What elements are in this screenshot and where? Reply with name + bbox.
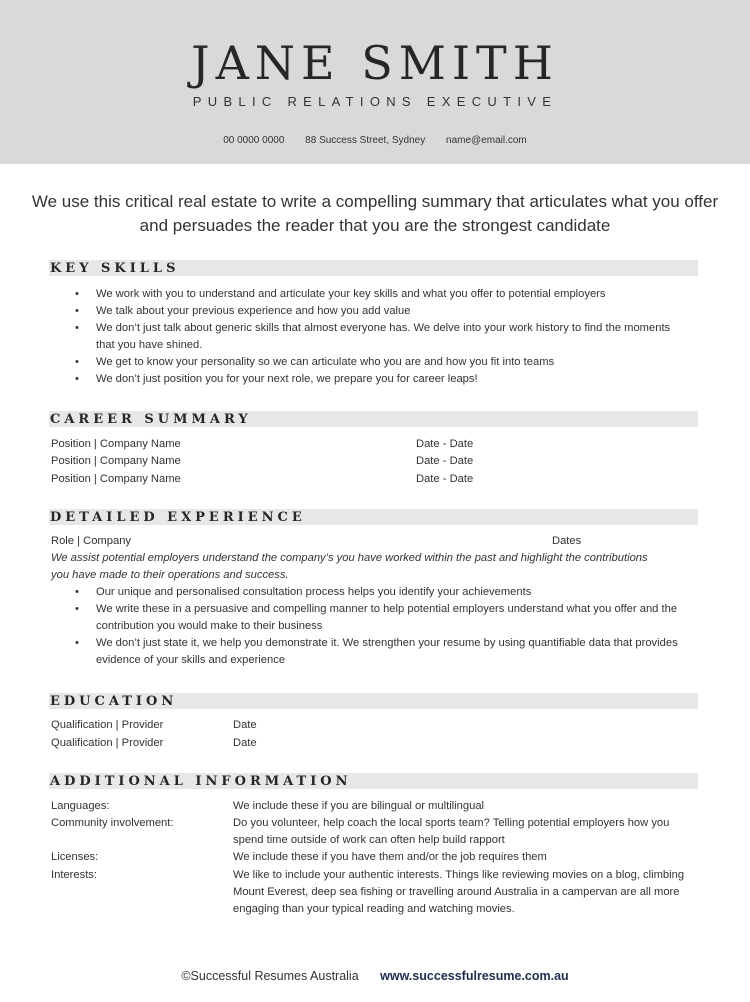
education-qualification: Qualification | Provider (51, 719, 164, 731)
additional-text: Do you volunteer, help coach the local sports team? Telling potential employers how you spend time outside of work can often help build rapport (233, 817, 670, 846)
email-text: name@email.com (446, 135, 527, 146)
career-position: Position | Company Name (51, 455, 181, 467)
additional-label: Licenses: (51, 851, 99, 863)
key-skills-list (51, 286, 686, 388)
experience-dates: Dates (552, 535, 582, 547)
list-item: • We write these in a persuasive and compelling manner to help potential employers understand what you offer and the contribution you would make to their business (75, 603, 678, 632)
additional-label: Languages: (51, 800, 110, 812)
job-title: PUBLIC RELATIONS EXECUTIVE (192, 94, 558, 109)
section-title: DETAILED EXPERIENCE (50, 510, 306, 525)
career-date: Date - Date (416, 455, 474, 467)
education-date: Date (233, 737, 257, 749)
experience-description: We assist potential employers understand the company’s you have worked within the past and highlight the contributions you have made to their operations and success. (51, 552, 648, 581)
education-date: Date (233, 719, 257, 731)
section-title: ADDITIONAL INFORMATION (50, 774, 352, 789)
list-item: • We work with you to understand and articulate your key skills and what you offer to potential employers (75, 288, 606, 300)
address-text: 88 Success Street, Sydney (305, 135, 426, 146)
list-item: • We don’t just position you for your next role, we prepare you for career leaps! (75, 373, 478, 385)
career-date: Date - Date (416, 438, 474, 450)
list-item: • Our unique and personalised consultation process helps you identify your achievements (75, 586, 532, 598)
list-item: • We get to know your personality so we can articulate who you are and how you fit into teams (75, 356, 555, 368)
additional-text: We include these if you are bilingual or multilingual (233, 800, 485, 812)
additional-label: Community involvement: (51, 817, 174, 829)
footer (0, 969, 750, 983)
experience-role: Role | Company (51, 535, 132, 547)
experience-list (51, 584, 686, 669)
section-header-detailed-experience (49, 509, 698, 525)
section-header-additional-information (49, 773, 698, 789)
section-header-career-summary (49, 411, 698, 427)
copyright-text: ©Successful Resumes Australia (181, 969, 359, 983)
phone-text: 00 0000 0000 (223, 135, 285, 146)
section-header-key-skills (49, 260, 698, 276)
career-position: Position | Company Name (51, 438, 181, 450)
list-item: • We talk about your previous experience and how you add value (75, 305, 411, 317)
website-link[interactable]: www.successfulresume.com.au (380, 969, 569, 983)
contact-line (0, 135, 750, 146)
section-title: EDUCATION (50, 694, 178, 709)
candidate-name: JANE SMITH (191, 36, 559, 90)
additional-text: We like to include your authentic interests. Things like reviewing movies on a blog, climbing Mount Everest, deep sea fishing or travelling around Australia in a campervan are all more engaging than your typical reading and watching movies. (233, 869, 685, 915)
list-item: • We don’t just talk about generic skills that almost everyone has. We delve into your work history to find the moments that you have shined. (75, 322, 671, 351)
profile-summary: We use this critical real estate to write a compelling summary that articulates what you offer and persuades the reader that you are the strongest candidate (31, 192, 719, 235)
header-band (0, 0, 750, 164)
education-qualification: Qualification | Provider (51, 737, 164, 749)
additional-text: We include these if you have them and/or the job requires them (233, 851, 547, 863)
section-title: KEY SKILLS (50, 261, 180, 276)
additional-label: Interests: (51, 869, 98, 881)
section-title: CAREER SUMMARY (50, 412, 252, 427)
career-date: Date - Date (416, 473, 474, 485)
section-header-education (49, 693, 698, 709)
list-item: • We don’t just state it, we help you demonstrate it. We strengthen your resume by using quantifiable data that provides evidence of your skills and experience (75, 637, 678, 666)
career-position: Position | Company Name (51, 473, 181, 485)
